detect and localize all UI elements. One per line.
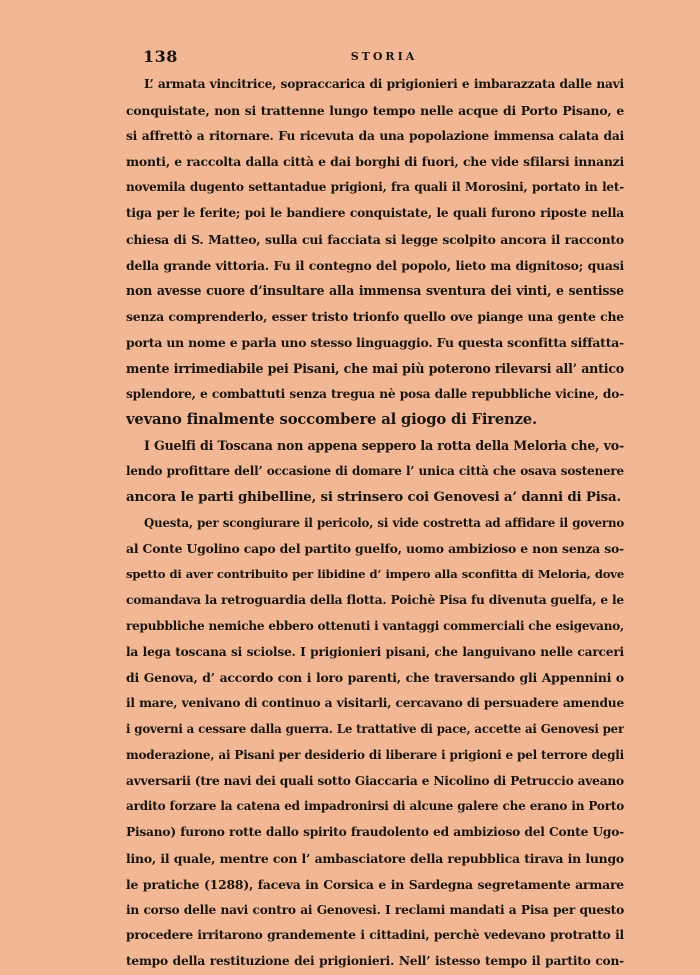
text-line: splendore, e combattuti senza tregua nè posa dalle repubbliche vicine, do- xyxy=(126,386,624,401)
text-line: lendo profittare dell’ occasione di domare l’ unica città che osava sostenere xyxy=(126,463,624,478)
text-line: I Guelfi di Toscana non appena seppero la rotta della Meloria che, vo- xyxy=(144,438,624,454)
text-line: il mare, venivano di continuo a visitarli, cercavano di persuadere amendue xyxy=(126,696,624,711)
text-line: repubbliche nemiche ebbero ottenuti i vantaggi commerciali che esigevano, xyxy=(126,618,624,633)
paragraph-2 xyxy=(126,433,624,510)
paragraph-3 xyxy=(126,511,624,975)
text-line: senza comprenderlo, esser tristo trionfo quello ove piange una gente che xyxy=(126,309,624,325)
text-line: della grande vittoria. Fu il contegno del popolo, lieto ma dignitoso; quasi xyxy=(126,257,624,273)
text-line: di Genova, d’ accordo con i loro parenti, che traversando gli Appennini o xyxy=(126,670,624,686)
running-head xyxy=(143,47,625,69)
text-line: chiesa di S. Matteo, sulla cui facciata si legge scolpito ancora il racconto xyxy=(126,231,624,247)
text-line: avversarii (tre navi dei quali sotto Giaccaria e Nicolino di Petruccio aveano xyxy=(126,773,624,788)
running-title: STORIA xyxy=(350,50,418,63)
text-line: tempo della restituzione dei prigionieri. Nell’ istesso tempo il partito con- xyxy=(126,954,624,969)
text-line: monti, e raccolta dalla città e dai borghi di fuori, che vide sfilarsi innanzi xyxy=(126,154,624,170)
text-line: Questa, per scongiurare il pericolo, si vide costretta ad affidare il governo xyxy=(144,515,624,530)
text-line: L’ armata vincitrice, sopraccarica di prigionieri e imbarazzata dalle navi xyxy=(144,77,624,91)
text-line: i governi a cessare dalla guerra. Le trattative di pace, accette ai Genovesi per xyxy=(126,721,624,736)
text-line: la lega toscana si sciolse. I prigionieri pisani, che languivano nelle carceri xyxy=(126,644,624,659)
paragraph-1 xyxy=(126,72,624,433)
text-line: al Conte Ugolino capo del partito guelfo, uomo ambizioso e non senza so- xyxy=(126,541,624,557)
text-line: procedere irritarono grandemente i cittadini, perchè vedevano protratto il xyxy=(126,928,624,943)
text-line: ardito forzare la catena ed impadronirsi di alcune galere che erano in Porto xyxy=(126,799,624,814)
text-line: mente irrimediabile pei Pisani, che mai più poterono rilevarsi all’ antico xyxy=(126,360,624,376)
text-line: novemila dugento settantadue prigioni, fra quali il Morosini, portato in let- xyxy=(126,180,624,195)
text-line: lino, il quale, mentre con l’ ambasciatore della repubblica tirava in lungo xyxy=(126,850,624,866)
text-line: tiga per le ferite; poi le bandiere conquistate, le quali furono riposte nella xyxy=(126,205,624,220)
text-line: si affrettò a ritornare. Fu ricevuta da una popolazione immensa calata dai xyxy=(126,128,624,143)
text-line: comandava la retroguardia della flotta. Poichè Pisa fu divenuta guelfa, e le xyxy=(126,592,624,607)
text-line: moderazione, ai Pisani per desiderio di liberare i prigioni e pel terrore degli xyxy=(126,747,624,762)
text-line: in corso delle navi contro ai Genovesi. I reclami mandati a Pisa per questo xyxy=(126,902,624,917)
page-number: 138 xyxy=(143,47,178,66)
text-line: ancora le parti ghibelline, si strinsero coi Genovesi a’ danni di Pisa. xyxy=(126,488,621,505)
text-line: porta un nome e parla uno stesso linguaggio. Fu questa sconfitta siffatta- xyxy=(126,334,624,350)
text-line: non avesse cuore d’insultare alla immensa sventura dei vinti, e sentisse xyxy=(126,283,624,299)
text-line: vevano finalmente soccombere al giogo di Firenze. xyxy=(126,411,537,429)
text-line: conquistate, non si trattenne lungo tempo nelle acque di Porto Pisano, e xyxy=(126,102,624,118)
text-line: spetto di aver contribuito per libidine d’ impero alla sconfitta di Meloria, dove xyxy=(126,567,624,582)
text-line: Pisano) furono rotte dallo spirito fraudolento ed ambizioso del Conte Ugo- xyxy=(126,825,624,840)
body-text xyxy=(126,72,624,975)
text-line: le pratiche (1288), faceva in Corsica e in Sardegna segretamente armare xyxy=(126,876,624,892)
